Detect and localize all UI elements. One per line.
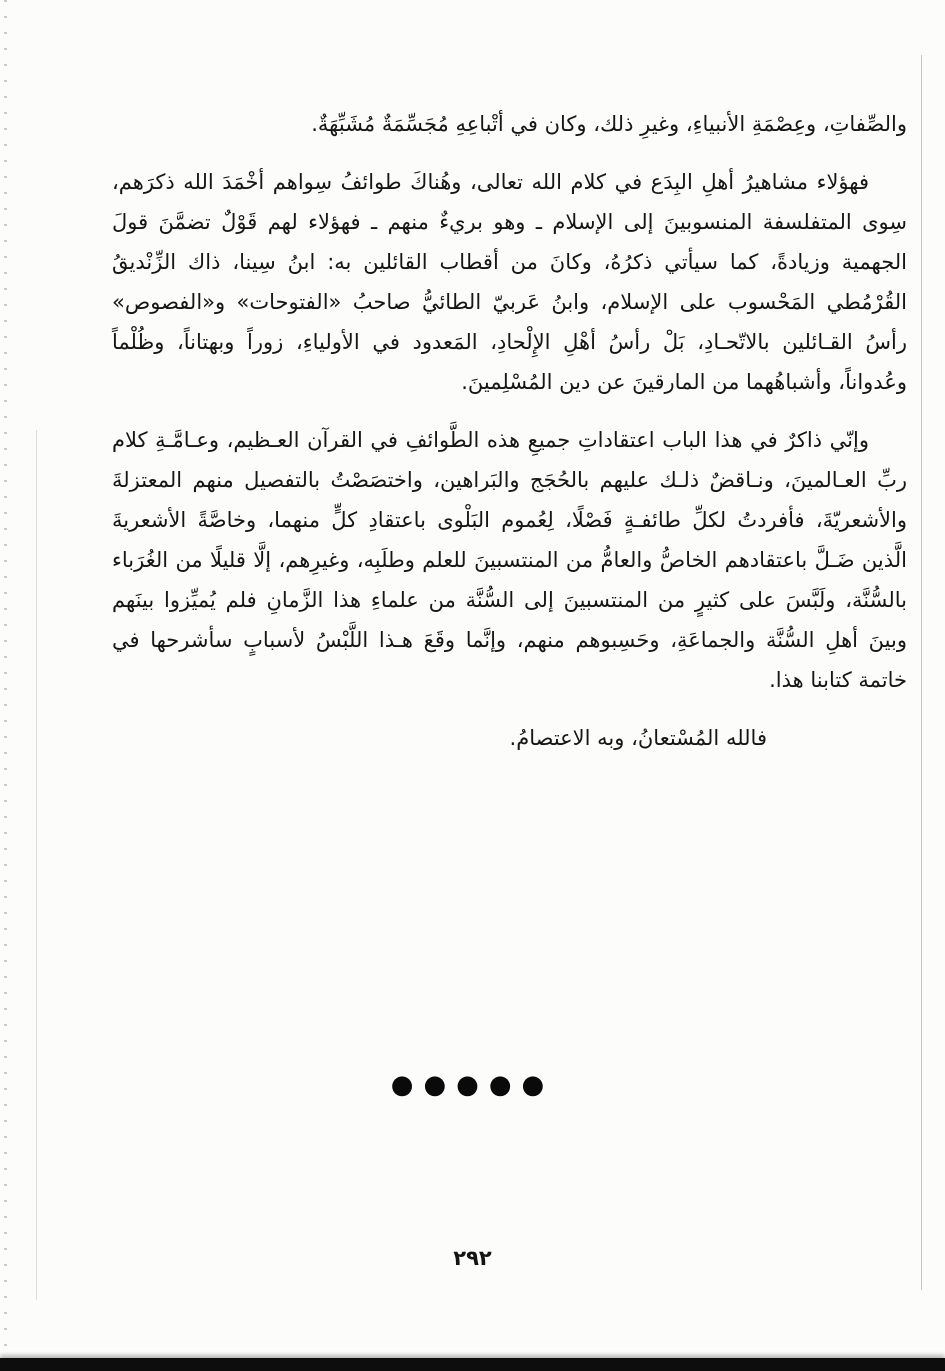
ornament-dots: ●●●●● <box>390 1070 555 1100</box>
closing-line: فالله المُسْتعانُ، وبه الاعتصامُ. <box>509 726 767 750</box>
paragraph: وإنّي ذاكرٌ في هذا الباب اعتقاداتِ جميعِ هذه الطَّوائفِ في القرآن العـظيم، وعـامَّـةِ كلام ربِّ العـالمينَ، ونـاقضٌ ذلـك عليهم بالحُجَج والبَراهين، واختصَصْتُ بالتفصيل منهم المعتزلةَ والأشعريّةَ، فأفردتُ لكلِّ طائفـةٍ فَصْلًا، لِعُموم البَلْوى باعتقادِ كلٍّ منهما، وخاصَّةً الأشعريةَ الَّذين ضَـلَّ باعتقادهم الخاصُّ والعامُّ من المنتسبينَ للعلم وطلَبِه، وغيرِهم، إلَّا قليلًا من الغُرَباء بالسُّنَّة، ولَبَّسَ على كثيرٍ من المنتسبينَ إلى السُّنَّة من علماءِ هذا الزَّمانِ فلم يُميِّزوا بينَهم وبينَ أهلِ السُّنَّة والجماعَةِ، وحَسِبوهم منهم، وإنَّما وقَعَ هـذا اللَّبْسُ لأسبابٍ سأشرحها في خاتمة كتابنا هذا. <box>112 428 907 692</box>
scan-artifact-right-line <box>921 55 922 1290</box>
text-block <box>112 104 907 776</box>
paragraph-continuation: والصِّفاتِ، وعِصْمَةِ الأنبياءِ، وغيرِ ذلك، وكان في أتْباعِهِ مُجَسِّمَةٌ مُشَبِّهَةٌ. <box>311 112 907 136</box>
page-number: ٢٩٢ <box>453 1246 492 1270</box>
scan-artifact-left-edge-specks <box>4 0 7 1357</box>
paragraph: فهؤلاء مشاهيرُ أهلِ البِدَع في كلام الله تعالى، وهُناكَ طوائفُ سِواهم أخْمَدَ الله ذكرَهم، سِوى المتفلسفة المنسوبينَ إلى الإسلام ـ وهو بريءٌ منهم ـ فهؤلاء لهم قَوْلٌ تضمَّنَ قولَ الجهمية وزيادةً، كما سيأتي ذكرُهُ، وكانَ من أقطاب القائلين به: ابنُ سِينا، ذاك الزِّنْديقُ القُرْمُطي المَحْسوب على الإسلام، وابنُ عَربيّ الطائيُّ صاحبُ «الفتوحات» و«الفصوص» رأسُ القـائلين بالاتّحـادِ، بَلْ رأسُ أهْلِ الإِلْحادِ، المَعدود في الأولياءِ، زوراً وبهتاناً، وظُلْماً وعُدواناً، وأشباهُهما من المارقينَ عن دين المُسْلِمينَ. <box>112 170 907 394</box>
scan-artifact-left-line <box>36 430 37 1300</box>
scan-artifact-bottom-edge <box>0 1358 945 1371</box>
